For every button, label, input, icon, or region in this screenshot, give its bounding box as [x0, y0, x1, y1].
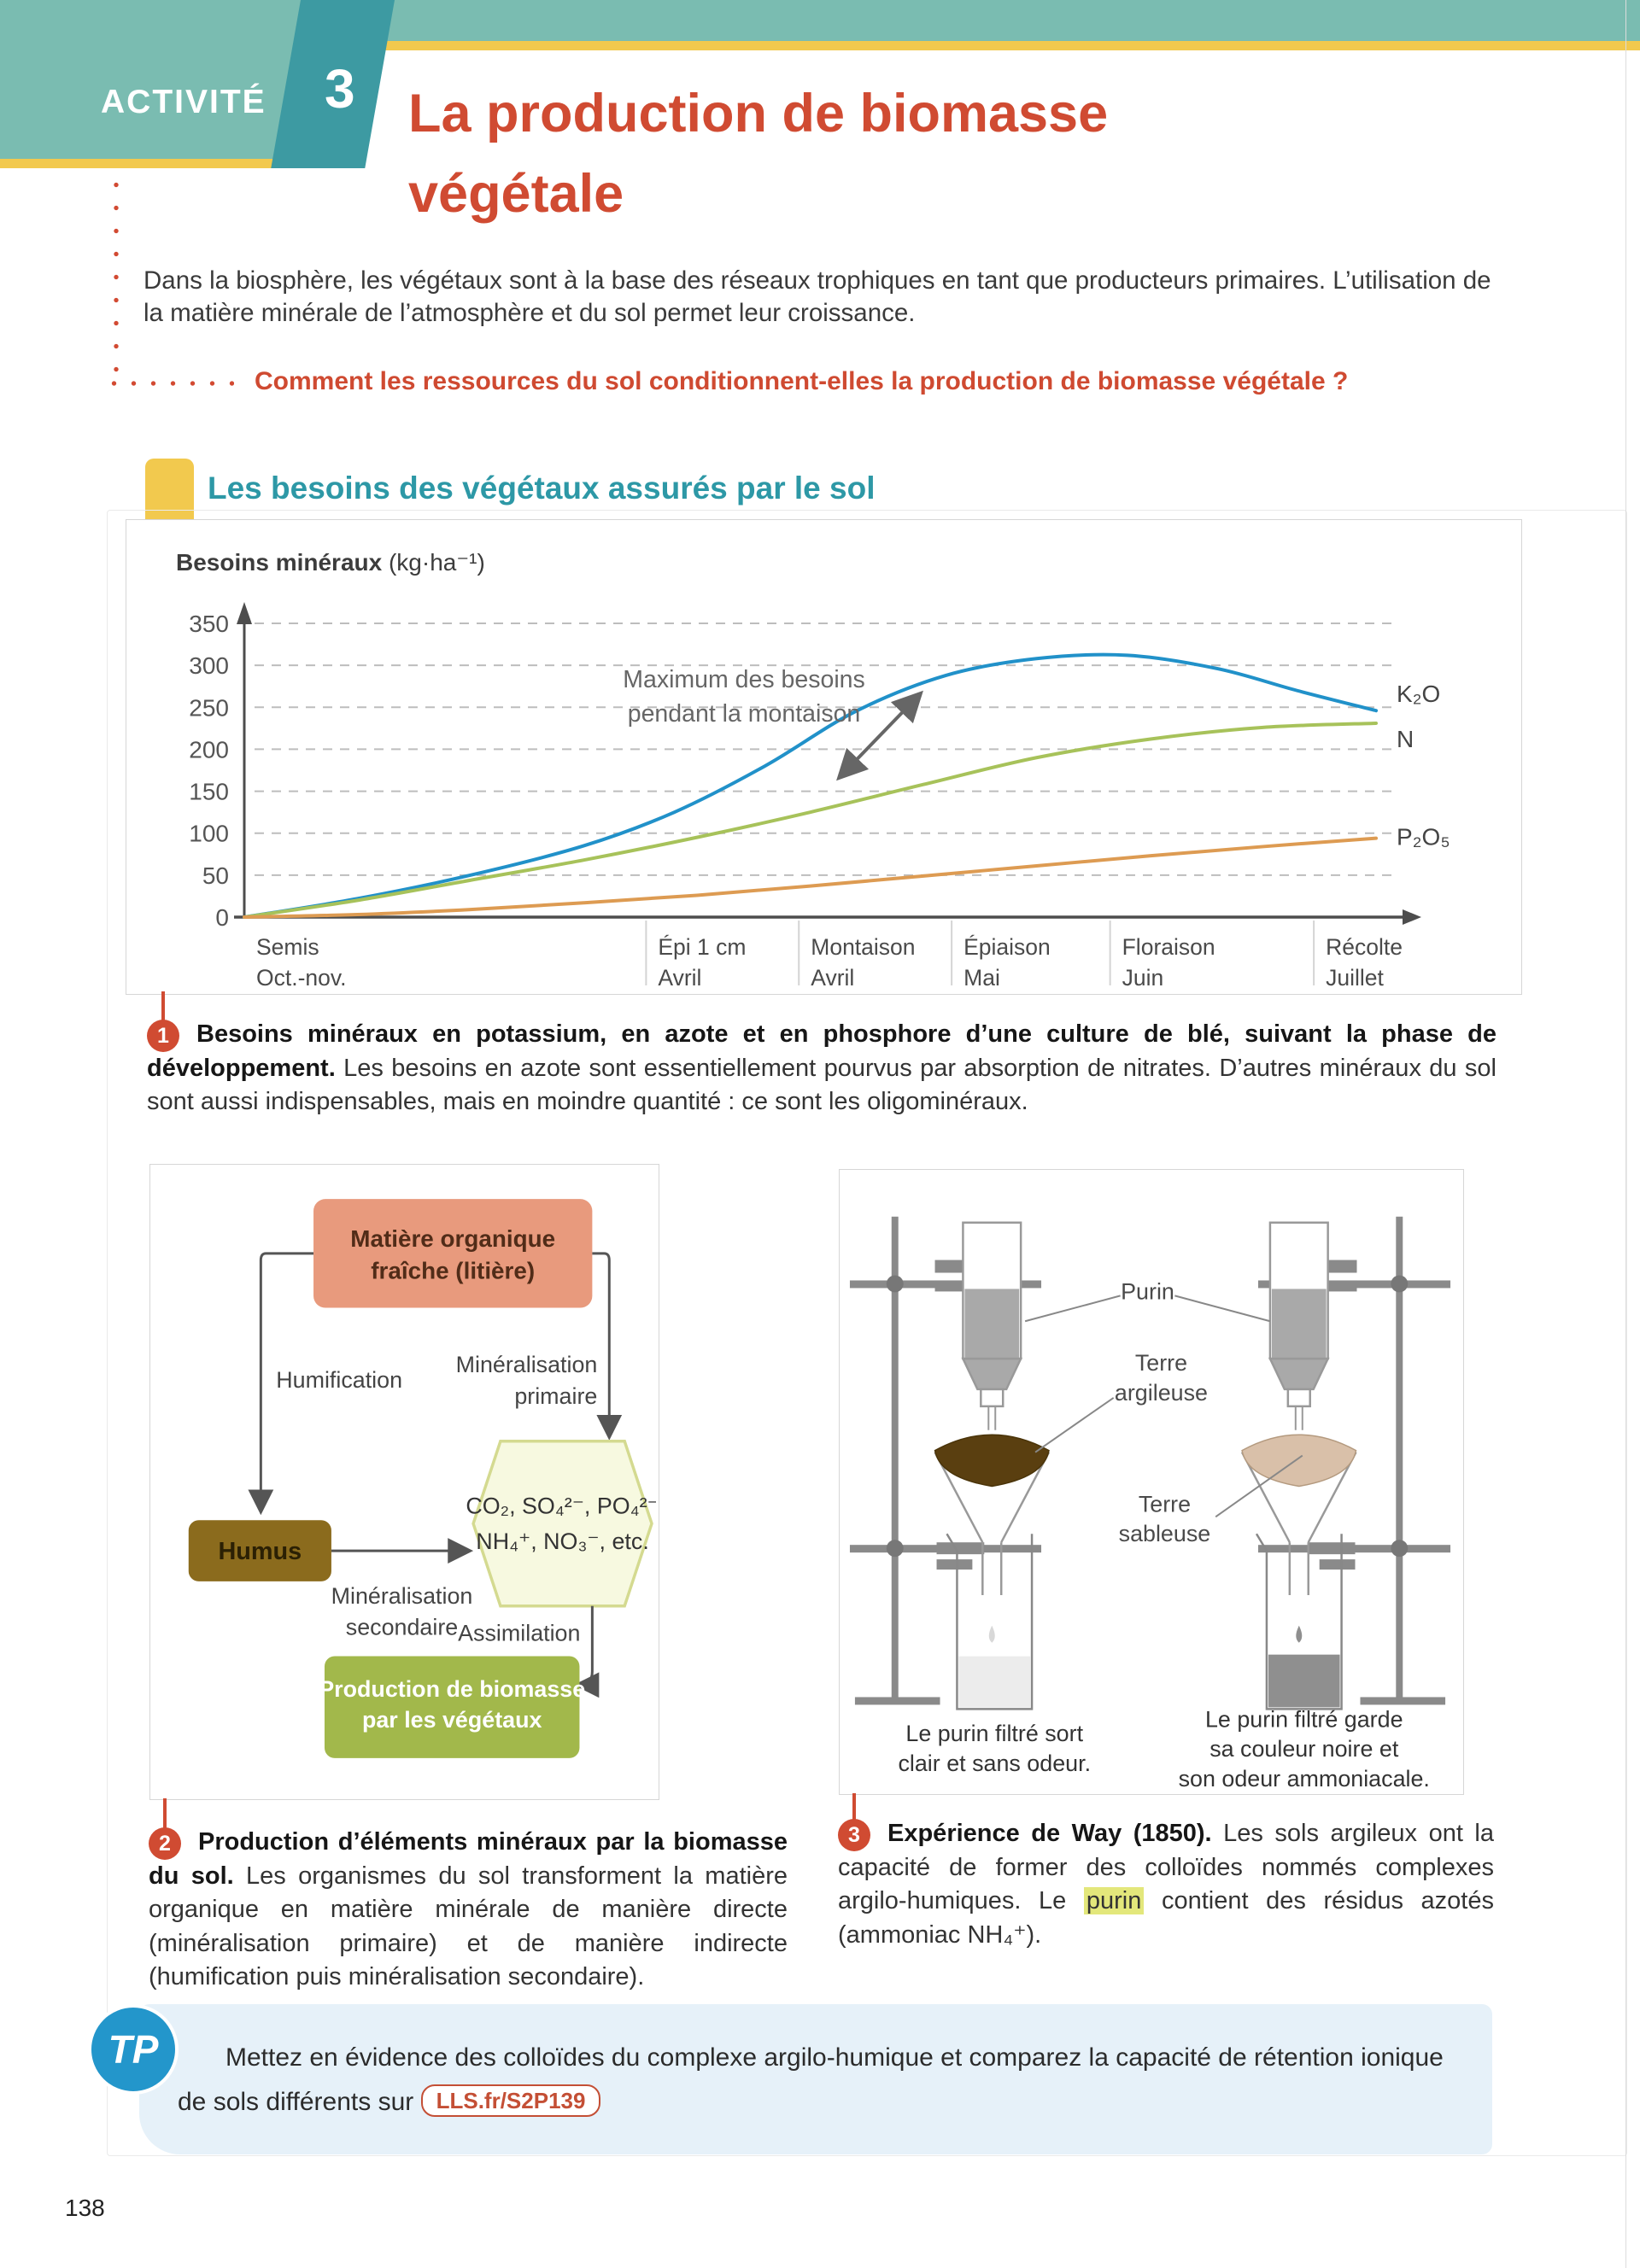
sandy-soil — [1242, 1435, 1356, 1486]
caption2-text: Les organismes du sol transforment la matière organique en matière minérale de manière directe (minéralisation primaire) et de manière indirecte (humification puis minéralisation secondaire). — [149, 1862, 788, 1990]
clay-label: Terre — [1134, 1350, 1188, 1377]
activity-label: ACTIVITÉ — [101, 84, 266, 120]
lls-link-chip[interactable]: LLS.fr/S2P139 — [421, 2084, 601, 2117]
purin-label: Purin — [1121, 1278, 1174, 1305]
left-bottle-taper — [963, 1359, 1021, 1389]
left-bottle-cap — [981, 1389, 1003, 1406]
tp-text-body: Mettez en évidence des colloïdes du complexe argilo-humique et comparez la capacité de rétention ionique de sols différents sur — [178, 2043, 1444, 2116]
curve-p2o5 — [244, 839, 1376, 917]
red-dotted-line-vertical — [114, 173, 119, 380]
caption2-number-badge: 2 — [149, 1827, 181, 1860]
caption3-highlight: purin — [1084, 1887, 1145, 1914]
humification-label: Humification — [276, 1367, 403, 1394]
mineral-ions-line2: NH₄⁺, NO₃⁻, etc. — [476, 1529, 649, 1555]
y-tick-label: 350 — [189, 611, 229, 637]
page-title-line1: La production de biomasse — [408, 84, 1109, 143]
y-tick-label: 150 — [189, 778, 229, 805]
left-top-knob — [887, 1275, 904, 1292]
section-title: Les besoins des végétaux assurés par le sol — [208, 471, 876, 506]
secondary-mineralization-label2: secondaire — [345, 1614, 459, 1640]
phase-name: Récolte — [1326, 934, 1403, 960]
left-funnel-clamp2 — [937, 1559, 973, 1569]
assimilation-arrow — [578, 1606, 592, 1686]
tp-badge: TP — [88, 2004, 179, 2095]
x-axis-arrowhead — [1403, 909, 1421, 925]
mineral-ions-hexagon — [473, 1441, 652, 1606]
right-result-line3: son odeur ammoniacale. — [1178, 1766, 1430, 1792]
organic-matter-label: Matière organique — [350, 1225, 556, 1252]
curve-k2o — [244, 655, 1376, 917]
phase-month: Juin — [1122, 965, 1164, 991]
caption2-bold: Production d’éléments minéraux par la biomasse du sol. — [149, 1828, 788, 1890]
caption2-stem — [163, 1798, 167, 1829]
primary-mineralization-label2: primaire — [514, 1382, 598, 1409]
page-number: 138 — [65, 2195, 105, 2221]
series-label: N — [1397, 725, 1414, 752]
clay-soil — [935, 1435, 1049, 1486]
caption3-number-badge: 3 — [838, 1819, 870, 1851]
biomass-production-label2: par les végétaux — [361, 1707, 542, 1733]
phase-name: Épiaison — [964, 934, 1051, 960]
phase-month: Juillet — [1326, 965, 1384, 991]
annotation-line1: Maximum des besoins — [623, 666, 865, 693]
y-tick-label: 50 — [202, 862, 229, 889]
annotation-line2: pendant la montaison — [627, 700, 861, 728]
left-stand-foot — [855, 1697, 940, 1704]
y-tick-label: 0 — [215, 904, 229, 931]
left-mid-knob — [887, 1540, 904, 1557]
clear-drop — [989, 1626, 995, 1643]
series-label: K₂O — [1397, 681, 1441, 708]
right-funnel-clamp2 — [1320, 1559, 1356, 1569]
phase-month: Oct.-nov. — [256, 965, 347, 991]
activity-number: 3 — [325, 58, 355, 120]
figure2-flowchart-panel — [149, 1164, 659, 1800]
biomass-production-label: Production de biomasse — [319, 1676, 586, 1703]
caption1-text: Les besoins en azote sont essentiellement pourvus par absorption de nitrates. D’autres minéraux du sol sont aussi indispensables, mais en moindre quantité : ce sont les oligominéraux. — [147, 1054, 1496, 1115]
page-edge-line — [1625, 0, 1626, 2268]
purin-pointer-right — [1174, 1295, 1270, 1321]
sand-label: Terre — [1138, 1491, 1192, 1517]
right-bottle-taper — [1270, 1359, 1328, 1389]
phase-name: Montaison — [811, 934, 916, 960]
phase-month: Avril — [658, 965, 702, 991]
right-bottle-cap — [1288, 1389, 1310, 1406]
caption3-bold: Expérience de Way (1850). — [887, 1820, 1212, 1847]
dark-drop — [1296, 1626, 1302, 1643]
assimilation-label: Assimilation — [458, 1620, 581, 1646]
phase-month: Avril — [811, 965, 855, 991]
secondary-mineralization-label: Minéralisation — [331, 1582, 473, 1609]
phase-name: Semis — [256, 934, 319, 960]
y-tick-label: 100 — [189, 820, 229, 847]
tp-text — [178, 2036, 1455, 2125]
phase-name: Floraison — [1122, 934, 1215, 960]
right-bottle-purin — [1272, 1289, 1327, 1359]
header-yellow-line-right — [383, 41, 1640, 50]
purin-pointer-left — [1025, 1295, 1121, 1321]
caption2 — [149, 1826, 788, 1995]
figure3-experiment-panel — [839, 1169, 1464, 1795]
figure1-chart-panel — [126, 519, 1522, 995]
y-tick-label: 200 — [189, 736, 229, 763]
sand-label2: sableuse — [1118, 1521, 1211, 1547]
right-result-line1: Le purin filtré garde — [1204, 1706, 1403, 1733]
left-funnel-clamp — [937, 1542, 985, 1554]
y-axis-arrowhead — [237, 602, 252, 624]
right-result-line2: sa couleur noire et — [1210, 1736, 1399, 1762]
page-title-line2: végétale — [408, 164, 624, 224]
way-experiment-diagram — [840, 1170, 1461, 1792]
soil-mineralization-flowchart — [150, 1165, 656, 1797]
left-bottle-purin — [964, 1289, 1019, 1359]
organic-matter-label2: fraîche (litière) — [371, 1257, 536, 1284]
page-title — [408, 73, 1108, 234]
right-top-knob — [1391, 1275, 1408, 1292]
chart-axis-title-unit: (kg·ha⁻¹) — [382, 549, 485, 576]
caption1-bold: Besoins minéraux en potassium, en azote et en phosphore d’une culture de blé, suivant la phase de développement. — [147, 1020, 1496, 1082]
mineral-ions-line1: CO₂, SO₄²⁻, PO₄²⁻ — [466, 1493, 656, 1519]
right-stand-foot — [1360, 1697, 1445, 1704]
primary-mineralization-label: Minéralisation — [455, 1352, 598, 1378]
chart-axis-title-bold: Besoins minéraux — [176, 549, 383, 576]
caption1-number-badge: 1 — [147, 1020, 179, 1052]
left-result-line1: Le purin filtré sort — [905, 1721, 1084, 1747]
y-tick-label: 300 — [189, 652, 229, 680]
caption3-text-before: Les sols argileux ont la capacité de former des colloïdes nommés complexes argilo-humiques. Le — [838, 1820, 1494, 1914]
caption1 — [147, 1018, 1496, 1119]
clay-pointer — [1035, 1398, 1114, 1453]
left-beaker-liquid — [958, 1657, 1030, 1708]
organic-matter-box — [313, 1199, 592, 1307]
mineral-needs-line-chart — [126, 520, 1519, 991]
red-dotted-line-horizontal — [104, 381, 234, 386]
left-result-line2: clair et sans odeur. — [898, 1751, 1092, 1777]
phase-month: Mai — [964, 965, 1000, 991]
guiding-question: Comment les ressources du sol conditionnent-elles la production de biomasse végétale ? — [255, 367, 1349, 395]
right-mid-knob — [1391, 1540, 1408, 1557]
caption3 — [838, 1817, 1494, 1952]
y-tick-label: 250 — [189, 694, 229, 722]
humus-label: Humus — [218, 1538, 302, 1566]
right-beaker-liquid — [1268, 1655, 1340, 1708]
caption3-text-after: contient des résidus azotés (ammoniac NH₄⁺). — [838, 1887, 1494, 1949]
right-funnel-clamp — [1308, 1542, 1356, 1554]
clay-label2: argileuse — [1114, 1379, 1208, 1406]
series-label: P₂O₅ — [1397, 823, 1450, 850]
phase-name: Épi 1 cm — [658, 934, 747, 960]
intro-paragraph: Dans la biosphère, les végétaux sont à la base des réseaux trophiques en tant que producteurs primaires. L’utilisation de la matière minérale de l’atmosphère et du sol permet leur croissance. — [144, 266, 1491, 327]
